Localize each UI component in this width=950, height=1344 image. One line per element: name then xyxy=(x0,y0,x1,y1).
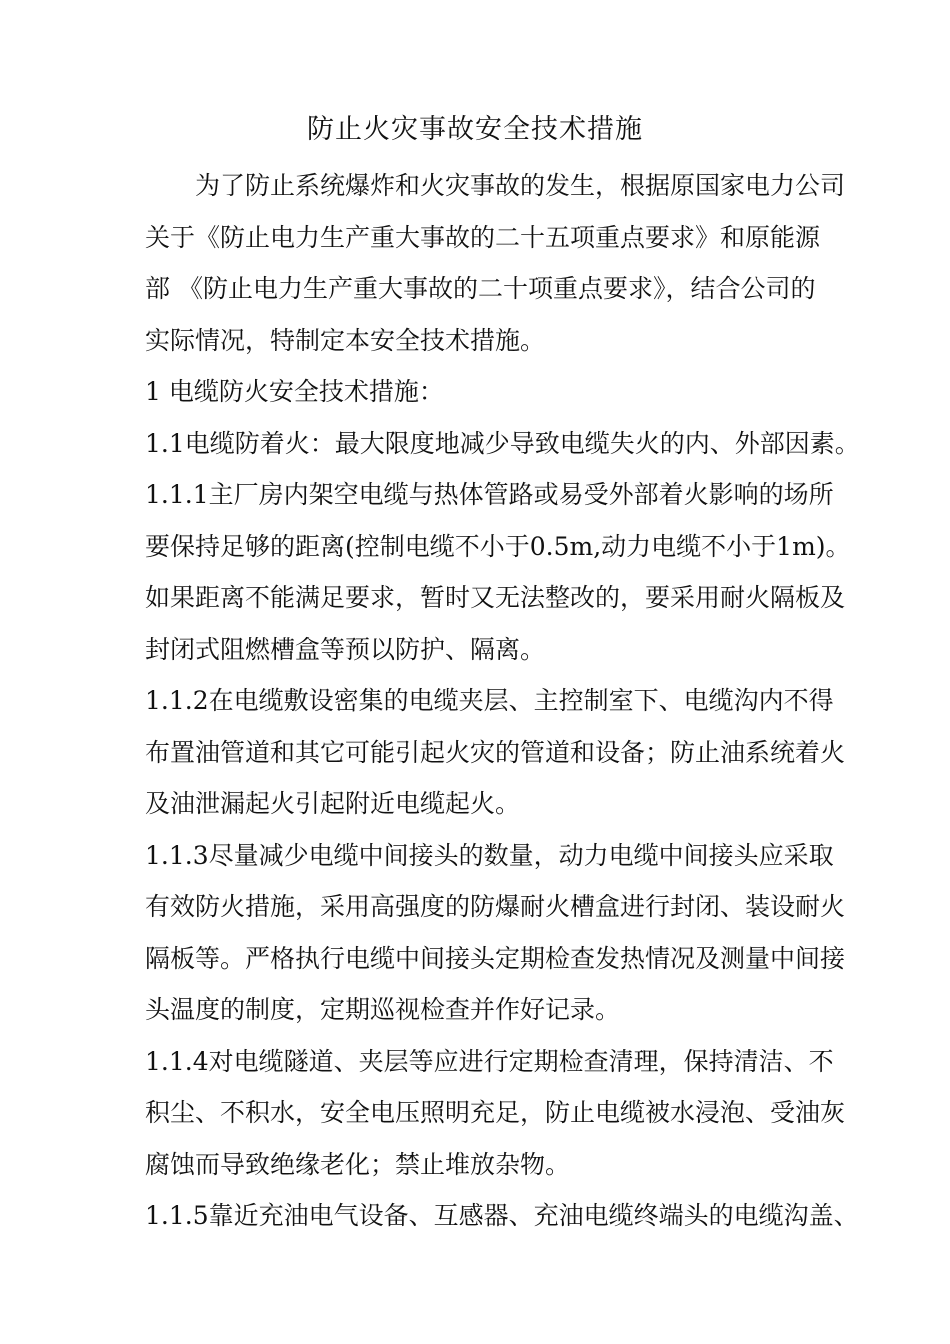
paragraph-line: 隔板等。严格执行电缆中间接头定期检查发热情况及测量中间接 xyxy=(145,943,846,973)
paragraph-line: 实际情况，特制定本安全技术措施。 xyxy=(145,325,546,355)
section-heading: 1 电缆防火安全技术措施： xyxy=(145,377,444,406)
paragraph-line: 有效防火措施，采用高强度的防爆耐火槽盒进行封闭、装设耐火 xyxy=(145,892,846,921)
paragraph-line: 1.1电缆防着火：最大限度地减少导致电缆失火的内、外部因素。 xyxy=(145,428,860,458)
paragraph-line: 头温度的制度，定期巡视检查并作好记录。 xyxy=(145,995,621,1024)
paragraph-line: 及油泄漏起火引起附近电缆起火。 xyxy=(145,789,521,818)
paragraph-line: 如果距离不能满足要求，暂时又无法整改的，要采用耐火隔板及 xyxy=(145,583,846,612)
paragraph-line: 1.1.3尽量减少电缆中间接头的数量，动力电缆中间接头应采取 xyxy=(145,840,834,870)
document-body xyxy=(145,160,860,1242)
paragraph-line: 积尘、不积水，安全电压照明充足，防止电缆被水浸泡、受油灰 xyxy=(145,1098,846,1127)
paragraph-line: 布置油管道和其它可能引起火灾的管道和设备；防止油系统着火 xyxy=(145,737,846,767)
paragraph-line: 1.1.4对电缆隧道、夹层等应进行定期检查清理，保持清洁、不 xyxy=(145,1046,834,1076)
paragraph-line: 关于《防止电力生产重大事故的二十五项重点要求》和原能源 xyxy=(145,222,821,252)
paragraph-line: 1.1.2在电缆敷设密集的电缆夹层、主控制室下、电缆沟内不得 xyxy=(145,686,834,715)
paragraph-line: 腐蚀而导致绝缘老化；禁止堆放杂物。 xyxy=(145,1149,571,1179)
paragraph-line: 1.1.1主厂房内架空电缆与热体管路或易受外部着火影响的场所 xyxy=(145,480,834,509)
paragraph-line: 为了防止系统爆炸和火灾事故的发生，根据原国家电力公司 xyxy=(195,171,846,200)
paragraph-line: 要保持足够的距离(控制电缆不小于0.5m,动力电缆不小于1m)。 xyxy=(145,531,851,561)
paragraph-line: 封闭式阻燃槽盒等预以防护、隔离。 xyxy=(145,634,546,664)
paragraph-line: 1.1.5靠近充油电气设备、互感器、充油电缆终端头的电缆沟盖、 xyxy=(145,1201,859,1230)
document-title: 防止火灾事故安全技术措施 xyxy=(307,114,643,145)
paragraph-line: 部 《防止电力生产重大事故的二十项重点要求》，结合公司的 xyxy=(145,274,816,303)
